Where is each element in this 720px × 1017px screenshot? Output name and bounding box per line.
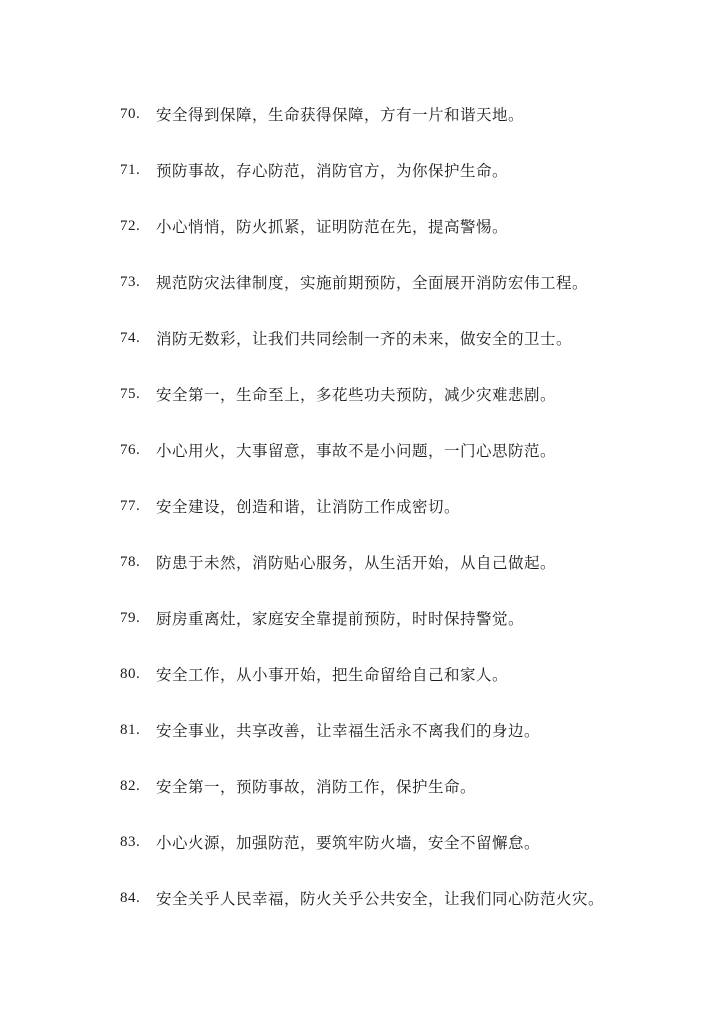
slogan-text: 小心用火，大事留意，事故不是小问题，一门心思防范。 <box>156 442 557 460</box>
slogan-number: 83. <box>120 833 141 850</box>
slogan-number: 82. <box>120 777 141 794</box>
slogan-text: 规范防灾法律制度，实施前期预防，全面展开消防宏伟工程。 <box>156 274 589 292</box>
slogan-item <box>120 646 700 702</box>
slogan-text: 消防无数彩，让我们共同绘制一齐的未来，做安全的卫士。 <box>156 330 573 348</box>
slogan-text: 小心火源，加强防范，要筑牢防火墙，安全不留懈怠。 <box>156 834 541 852</box>
slogan-text: 防患于未然，消防贴心服务，从生活开始，从自己做起。 <box>156 554 557 572</box>
slogan-number: 78. <box>120 553 141 570</box>
slogan-item <box>120 142 700 198</box>
slogan-number: 73. <box>120 273 141 290</box>
slogan-number: 70. <box>120 105 141 122</box>
slogan-item <box>120 422 700 478</box>
slogan-text: 厨房重离灶，家庭安全靠提前预防，时时保持警觉。 <box>156 610 525 628</box>
slogan-item <box>120 814 700 870</box>
slogan-text: 安全第一，预防事故，消防工作，保护生命。 <box>156 778 477 796</box>
slogan-number: 74. <box>120 329 141 346</box>
slogan-item <box>120 366 700 422</box>
slogan-item <box>120 870 700 926</box>
slogan-number: 80. <box>120 665 141 682</box>
slogan-item <box>120 198 700 254</box>
slogan-text: 安全关乎人民幸福，防火关乎公共安全，让我们同心防范火灾。 <box>156 890 605 908</box>
slogan-item <box>120 86 700 142</box>
slogan-item <box>120 590 700 646</box>
slogan-text: 安全事业，共享改善，让幸福生活永不离我们的身边。 <box>156 722 541 740</box>
slogan-item <box>120 534 700 590</box>
slogan-item <box>120 478 700 534</box>
slogan-number: 72. <box>120 217 141 234</box>
slogan-text: 安全第一，生命至上，多花些功夫预防，减少灾难悲剧。 <box>156 386 557 404</box>
slogan-text: 小心悄悄，防火抓紧，证明防范在先，提高警惕。 <box>156 218 509 236</box>
slogan-list <box>120 86 700 926</box>
slogan-text: 安全工作，从小事开始，把生命留给自己和家人。 <box>156 666 509 684</box>
slogan-number: 77. <box>120 497 141 514</box>
slogan-text: 安全建设，创造和谐，让消防工作成密切。 <box>156 498 461 516</box>
slogan-number: 76. <box>120 441 141 458</box>
slogan-number: 81. <box>120 721 141 738</box>
slogan-text: 安全得到保障，生命获得保障，方有一片和谐天地。 <box>156 106 525 124</box>
slogan-text: 预防事故，存心防范，消防官方，为你保护生命。 <box>156 162 509 180</box>
slogan-item <box>120 758 700 814</box>
slogan-number: 84. <box>120 889 141 906</box>
slogan-number: 75. <box>120 385 141 402</box>
slogan-number: 71. <box>120 161 141 178</box>
slogan-item <box>120 310 700 366</box>
slogan-item <box>120 702 700 758</box>
slogan-number: 79. <box>120 609 141 626</box>
slogan-item <box>120 254 700 310</box>
